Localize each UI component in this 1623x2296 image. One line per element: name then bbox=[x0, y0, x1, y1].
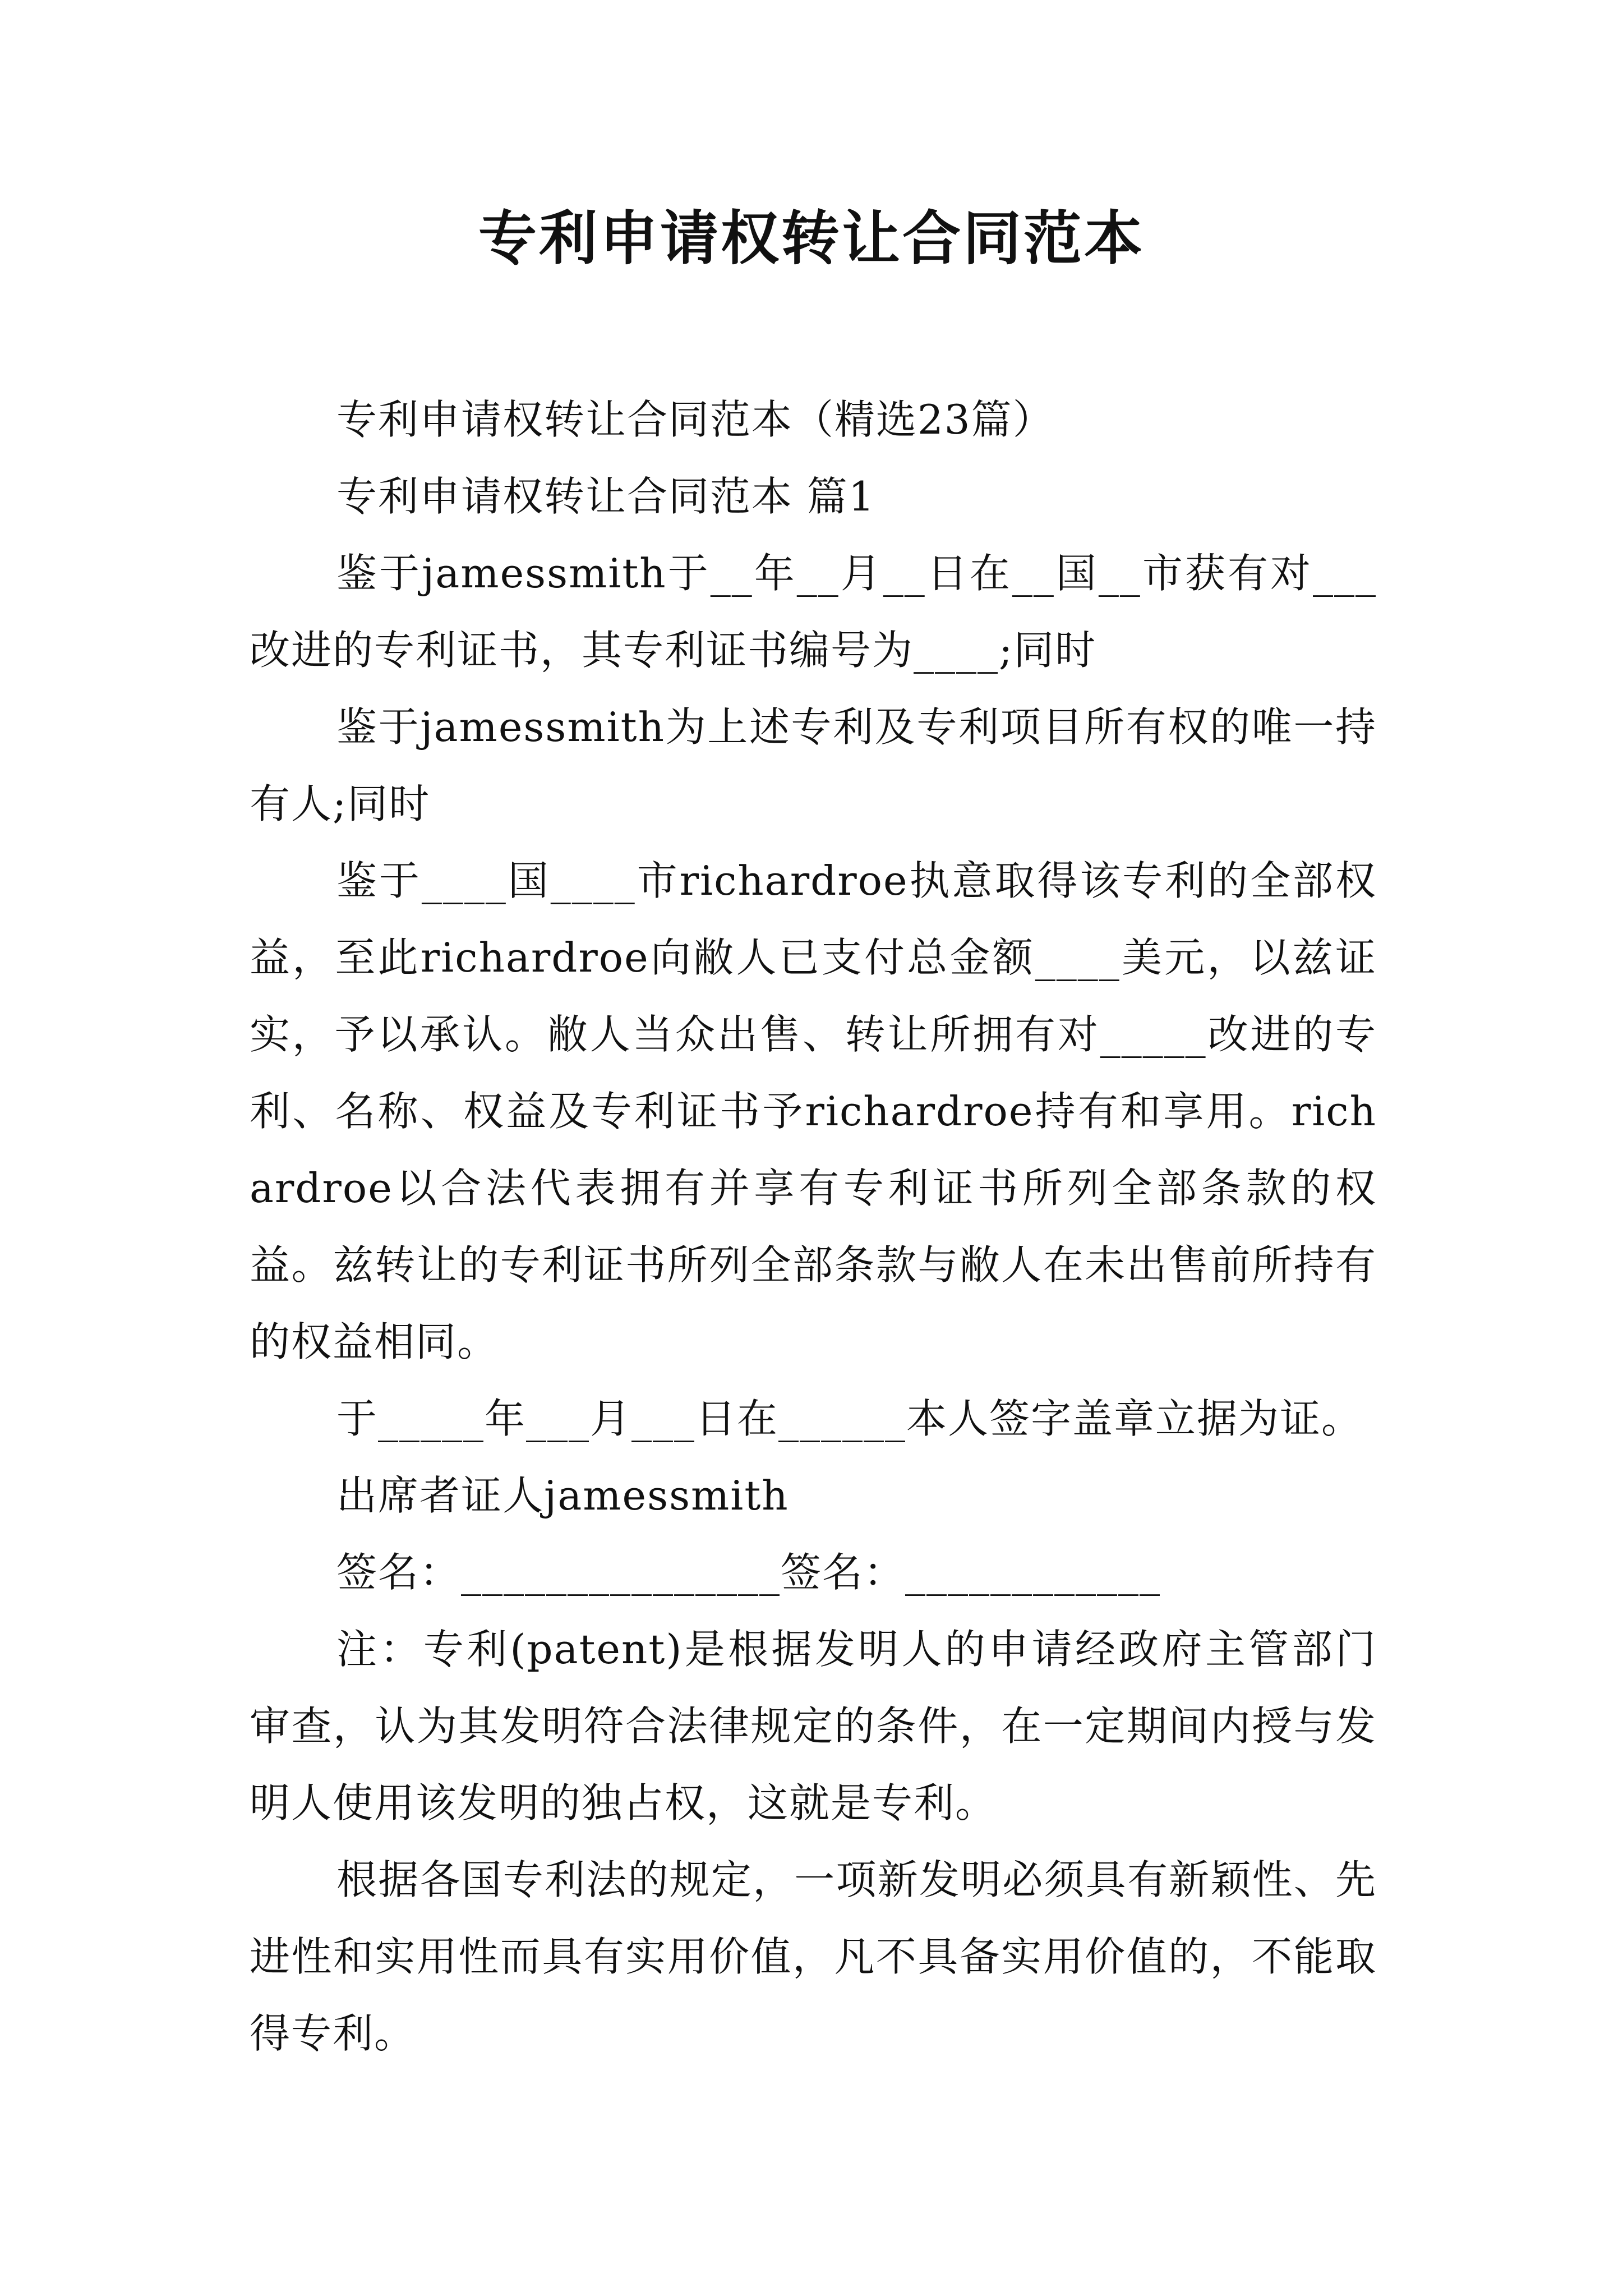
document-body bbox=[250, 381, 1377, 2072]
paragraph-signatures: 签名：_______________签名：____________ bbox=[336, 1549, 1161, 1596]
paragraph-whereas-patent: 鉴于jamessmith于__年__月__日在__国__市获有对___改进的专利证书，其专利证书编号为____;同时 bbox=[250, 550, 1377, 674]
paragraph-whereas-transfer: 鉴于____国____市richardroe执意取得该专利的全部权益，至此richardroe向敝人已支付总金额____美元，以兹证实，予以承认。敝人当众出售、转让所拥有对_____改进的专利、名称、权益及专利证书予richardroe持有和享用。richardroe以合法代表拥有并享有专利证书所列全部条款的权益。兹转让的专利证书所列全部条款与敝人在未出售前所持有的权益相同。 bbox=[250, 857, 1377, 1365]
paragraph-patent-law: 根据各国专利法的规定，一项新发明必须具有新颖性、先进性和实用性而具有实用价值，凡不具备实用价值的，不能取得专利。 bbox=[250, 1856, 1377, 2057]
paragraph-date-signature: 于_____年___月___日在______本人签字盖章立据为证。 bbox=[336, 1395, 1363, 1442]
paragraph-witness: 出席者证人jamessmith bbox=[336, 1472, 789, 1519]
paragraph-section-heading: 专利申请权转让合同范本 篇1 bbox=[336, 473, 875, 520]
paragraph-note: 注：专利(patent)是根据发明人的申请经政府主管部门审查，认为其发明符合法律规定的条件，在一定期间内授与发明人使用该发明的独占权，这就是专利。 bbox=[250, 1626, 1377, 1826]
document-title: 专利申请权转让合同范本 bbox=[478, 204, 1145, 273]
paragraph-whereas-owner: 鉴于jamessmith为上述专利及专利项目所有权的唯一持有人;同时 bbox=[250, 703, 1377, 827]
paragraph-subtitle: 专利申请权转让合同范本（精选23篇） bbox=[336, 396, 1054, 443]
